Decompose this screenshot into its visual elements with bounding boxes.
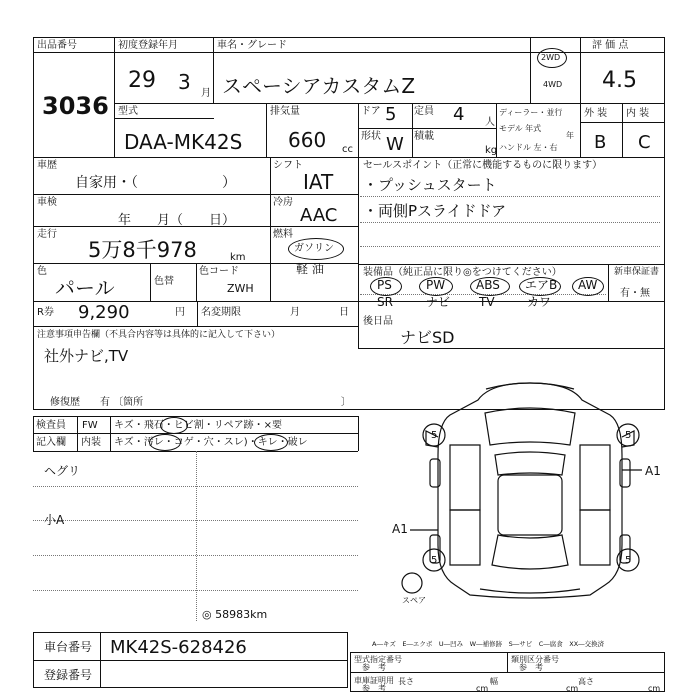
aircon-value: AAC: [300, 205, 338, 226]
inspector-label-2: 記入欄: [36, 437, 66, 448]
car-name-label: 車名・グレード: [217, 40, 287, 51]
car-damage-diagram: [390, 375, 675, 605]
load-unit: kg: [485, 145, 498, 156]
height-unit: cm: [648, 684, 661, 693]
rule: [358, 416, 359, 451]
repair-close: 〕: [341, 397, 351, 408]
lot-number: 3036: [42, 92, 109, 120]
inspector-fw: FW: [82, 420, 98, 431]
type-designation-label: 型式指定番号: [354, 655, 402, 664]
color-value: パール: [55, 276, 115, 300]
first-reg-year: 29: [128, 68, 156, 93]
exterior-label: 外 装: [584, 108, 608, 119]
aftermarket-label: 後日品: [363, 316, 393, 327]
mark-circle: [160, 417, 188, 434]
inspection-label: 車検: [37, 197, 57, 208]
reg-label: 登録番号: [44, 668, 93, 682]
sales-point-1: ・プッシュスタート: [363, 176, 497, 194]
aircon-label: 冷房: [273, 197, 293, 208]
equipment-label: 装備品（純正品に限り◎をつけてください）: [363, 267, 562, 278]
rule: [33, 660, 348, 661]
equip-aw: AW: [578, 278, 598, 292]
history-value: 自家用・（ ）: [75, 175, 236, 191]
repair-label: 修復歴 有 〔箇所: [50, 397, 144, 408]
rule: [196, 263, 197, 301]
rule: [530, 37, 531, 103]
mark-circle: [149, 434, 181, 451]
model-year-label: モデル 年式: [499, 124, 542, 133]
score-label: 評 価 点: [592, 40, 629, 51]
rule: [197, 301, 198, 326]
rule: [77, 416, 78, 451]
interior-grade: C: [638, 132, 651, 153]
class-number-label: 類別区分番号: [511, 655, 559, 664]
rule: [114, 118, 214, 119]
rule: [507, 652, 508, 672]
rule: [350, 672, 665, 673]
fuel-label: 燃料: [273, 229, 293, 240]
equip-tv: TV: [479, 295, 495, 309]
width-unit: cm: [566, 684, 579, 693]
mileage-label: 走行: [37, 229, 57, 240]
shape-label: 形状: [361, 131, 381, 142]
capacity-label: 定員: [414, 106, 434, 117]
rule: [33, 157, 665, 158]
damage-mark-right: A1: [645, 464, 661, 478]
notes-label: 注意事項申告欄（不具合内容等は具体的に記入して下さい）: [37, 330, 281, 340]
warranty-label: 新車保証書: [614, 267, 660, 277]
tire-mark-rl: 5: [431, 555, 438, 566]
inspector-interior: 内装: [81, 437, 101, 448]
rule: [110, 416, 111, 451]
fuel-gasoline: ガソリン: [294, 243, 334, 254]
color-code-value: ZWH: [227, 282, 254, 295]
mileage-value: 5万8千978: [88, 238, 197, 262]
shift-label: シフト: [273, 160, 303, 171]
rule: [33, 326, 358, 327]
aftermarket-value: ナビSD: [400, 328, 455, 347]
height-label: 高さ: [578, 677, 594, 686]
rule: [213, 37, 214, 103]
type-designation-ref: 参 考: [362, 663, 386, 672]
fuel-diesel: 軽 油: [296, 262, 324, 276]
rule: [580, 37, 581, 157]
rule: [33, 194, 358, 195]
equip-sr: SR: [377, 295, 393, 309]
rule: [358, 128, 496, 129]
capacity-unit: 人: [485, 117, 495, 128]
garage-cert-ref: 参 考: [362, 684, 386, 693]
rule: [33, 433, 358, 434]
car-name: スペーシアカスタムZ: [222, 74, 416, 98]
equip-abs: ABS: [476, 278, 500, 292]
odometer-note: ◎ 58983km: [202, 608, 268, 621]
mark-circle: [254, 434, 288, 451]
name-change-day: 日: [339, 307, 349, 318]
rule: [358, 157, 359, 301]
recycle-unit: 円: [175, 307, 185, 318]
rule: [358, 103, 359, 157]
first-reg-label: 初度登録年月: [118, 40, 178, 51]
drive-2wd: 2WD: [541, 53, 561, 62]
rule: [360, 222, 660, 223]
equip-pw: PW: [426, 278, 446, 292]
color-label: 色: [37, 266, 47, 277]
rule: [358, 348, 665, 349]
drive-4wd: 4WD: [543, 80, 563, 89]
rule: [114, 37, 115, 157]
history-label: 車歴: [37, 160, 57, 171]
recycle-value: 9,290: [78, 302, 130, 323]
length-unit: cm: [476, 684, 489, 693]
rule: [196, 451, 197, 621]
mileage-unit: km: [230, 252, 246, 263]
inspector-label-1: 検査員: [36, 420, 66, 431]
chassis-value: MK42S-628426: [110, 637, 247, 658]
lot-label: 出品番号: [37, 40, 77, 51]
damage-legend: A―キズ E―エクボ U―凹み W―補修跡 S―サビ C―腐食 XX―交換済: [372, 640, 605, 648]
first-reg-month-unit: 月: [201, 88, 211, 99]
handle-label: ハンドル 左・右: [499, 143, 558, 152]
displacement-unit: cc: [342, 144, 353, 155]
rule: [622, 103, 623, 157]
equip-ps: PS: [377, 278, 392, 292]
rule: [358, 301, 359, 348]
rule: [33, 416, 358, 417]
rule: [100, 632, 101, 688]
doors: 5: [385, 104, 397, 125]
inspection-value: 年 月（ 日）: [118, 213, 236, 228]
rule: [266, 103, 267, 157]
year-unit: 年: [566, 131, 574, 140]
inspector-interior-items: キズ・汚レ・コゲ・穴・スレ)・キレ・破レ: [114, 437, 308, 448]
shape: W: [386, 134, 404, 155]
color-change-label: 色替: [154, 276, 174, 287]
capacity: 4: [453, 104, 465, 125]
warranty-value: 有・無: [620, 288, 650, 299]
load-label: 積載: [414, 131, 434, 142]
tire-mark-rr: 5: [625, 555, 632, 566]
length-label: 長さ: [398, 677, 414, 686]
dealer-label: ディーラー・並行: [499, 108, 563, 117]
rule: [358, 264, 665, 265]
color-code-label: 色コード: [199, 266, 239, 277]
score: 4.5: [602, 68, 637, 93]
rule: [608, 264, 609, 301]
first-reg-month: 3: [178, 70, 191, 94]
model-code: DAA-MK42S: [124, 130, 243, 154]
chassis-label: 車台番号: [44, 640, 93, 654]
doors-label: ドア: [361, 106, 381, 117]
notes-value: 社外ナビ,TV: [44, 347, 129, 365]
class-number-ref: 参 考: [519, 663, 543, 672]
comment-2: 小A: [44, 513, 65, 527]
equip-navi: ナビ: [426, 295, 451, 309]
recycle-label: R券: [37, 307, 54, 318]
width-label: 幅: [490, 677, 498, 686]
name-change-month: 月: [290, 307, 300, 318]
tire-mark-fl: 5: [431, 430, 438, 441]
rule: [412, 103, 413, 157]
comment-1: ヘグリ: [44, 464, 81, 478]
garage-cert-label: 車庫証明用: [354, 676, 394, 685]
inspector-fw-items: キズ・飛石・ヒビ割・リペア跡・×要: [114, 420, 282, 431]
shift-value: IAT: [303, 170, 334, 194]
rule: [33, 52, 665, 53]
exterior-grade: B: [594, 132, 607, 153]
tire-mark-fr: 5: [625, 430, 632, 441]
equip-leather: カワ: [527, 295, 552, 309]
rule: [150, 263, 151, 301]
rule: [360, 196, 660, 197]
sales-point-2: ・両側Pスライドドア: [363, 202, 507, 220]
interior-label: 内 装: [626, 108, 650, 119]
name-change-label: 名変期限: [201, 307, 241, 318]
displacement: 660: [288, 128, 327, 152]
rule: [270, 157, 271, 301]
damage-mark-left: A1: [392, 522, 408, 536]
equip-airb: エアB: [525, 278, 558, 292]
spare-label: スペア: [402, 596, 426, 605]
sales-points-label: セールスポイント（正常に機能するものに限ります）: [363, 160, 603, 171]
rule: [360, 246, 660, 247]
model-label: 型式: [118, 106, 138, 117]
displacement-label: 排気量: [270, 106, 300, 117]
